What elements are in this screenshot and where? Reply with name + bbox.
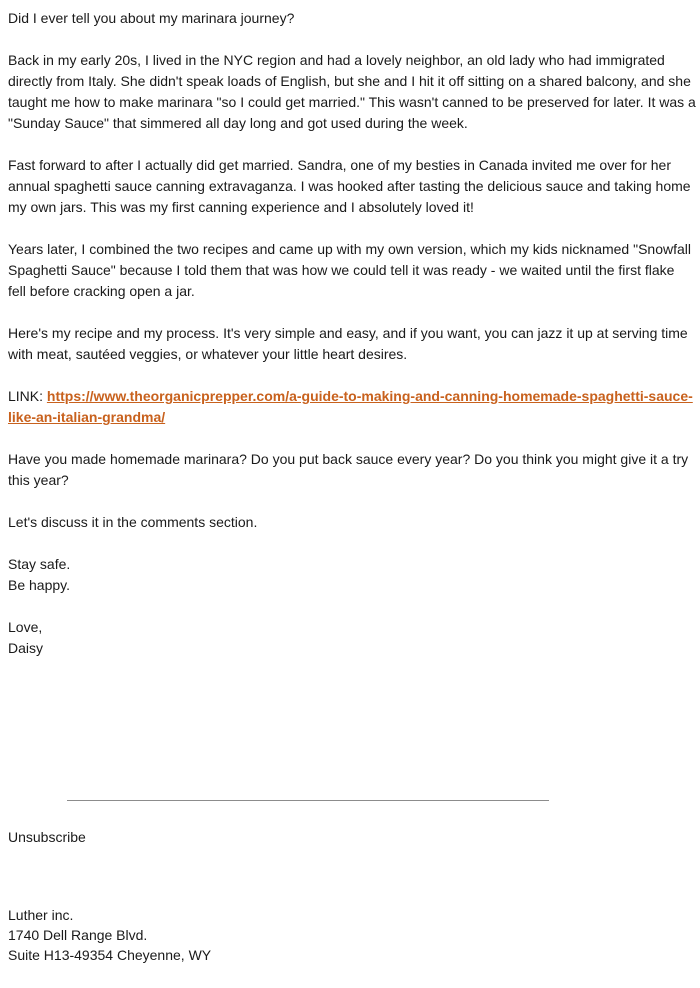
address-line-2: Suite H13-49354 Cheyenne, WY	[8, 947, 212, 963]
email-body	[8, 8, 696, 659]
signature-name: Daisy	[8, 640, 44, 656]
closing-text: Love,	[8, 619, 43, 635]
story-paragraph-3: Years later, I combined the two recipes and came up with my own version, which my kids nicknamed "Snowfall Spaghetti Sauce" because I told them that was how we could tell it was ready - we waited until the first flake fell before cracking open a jar.	[8, 241, 691, 299]
company-name: Luther inc.	[8, 907, 74, 923]
signoff-be-happy: Be happy.	[8, 577, 71, 593]
footer-address	[8, 905, 211, 965]
recipe-link[interactable]: https://www.theorganicprepper.com/a-guide-to-making-and-canning-homemade-spaghetti-sauce-like-an-italian-grandma/	[8, 388, 693, 425]
questions-text: Have you made homemade marinara? Do you put back sauce every year? Do you think you might give it a try this year?	[8, 451, 689, 488]
link-prefix: LINK:	[8, 388, 47, 404]
discuss-text: Let's discuss it in the comments section.	[8, 514, 258, 530]
story-paragraph-1: Back in my early 20s, I lived in the NYC region and had a lovely neighbor, an old lady who had immigrated directly from Italy. She didn't speak loads of English, but she and I hit it off sitting on a shared balcony, and she taught me how to make marinara "so I could get married." This wasn't canned to be preserved for later. It was a "Sunday Sauce" that simmered all day long and got used during the week.	[8, 52, 696, 131]
intro-text: Did I ever tell you about my marinara journey?	[8, 10, 295, 26]
recipe-paragraph: Here's my recipe and my process. It's very simple and easy, and if you want, you can jazz it up at serving time with meat, sautéed veggies, or whatever your little heart desires.	[8, 325, 688, 362]
signoff-stay-safe: Stay safe.	[8, 556, 71, 572]
unsubscribe-link[interactable]: Unsubscribe	[8, 829, 86, 845]
footer-divider	[67, 800, 549, 801]
link-paragraph	[8, 386, 696, 428]
address-line-1: 1740 Dell Range Blvd.	[8, 927, 148, 943]
story-paragraph-2: Fast forward to after I actually did get married. Sandra, one of my besties in Canada invited me over for her annual spaghetti sauce canning extravaganza. I was hooked after tasting the delicious sauce and taking home my own jars. This was my first canning experience and I absolutely loved it!	[8, 157, 691, 215]
